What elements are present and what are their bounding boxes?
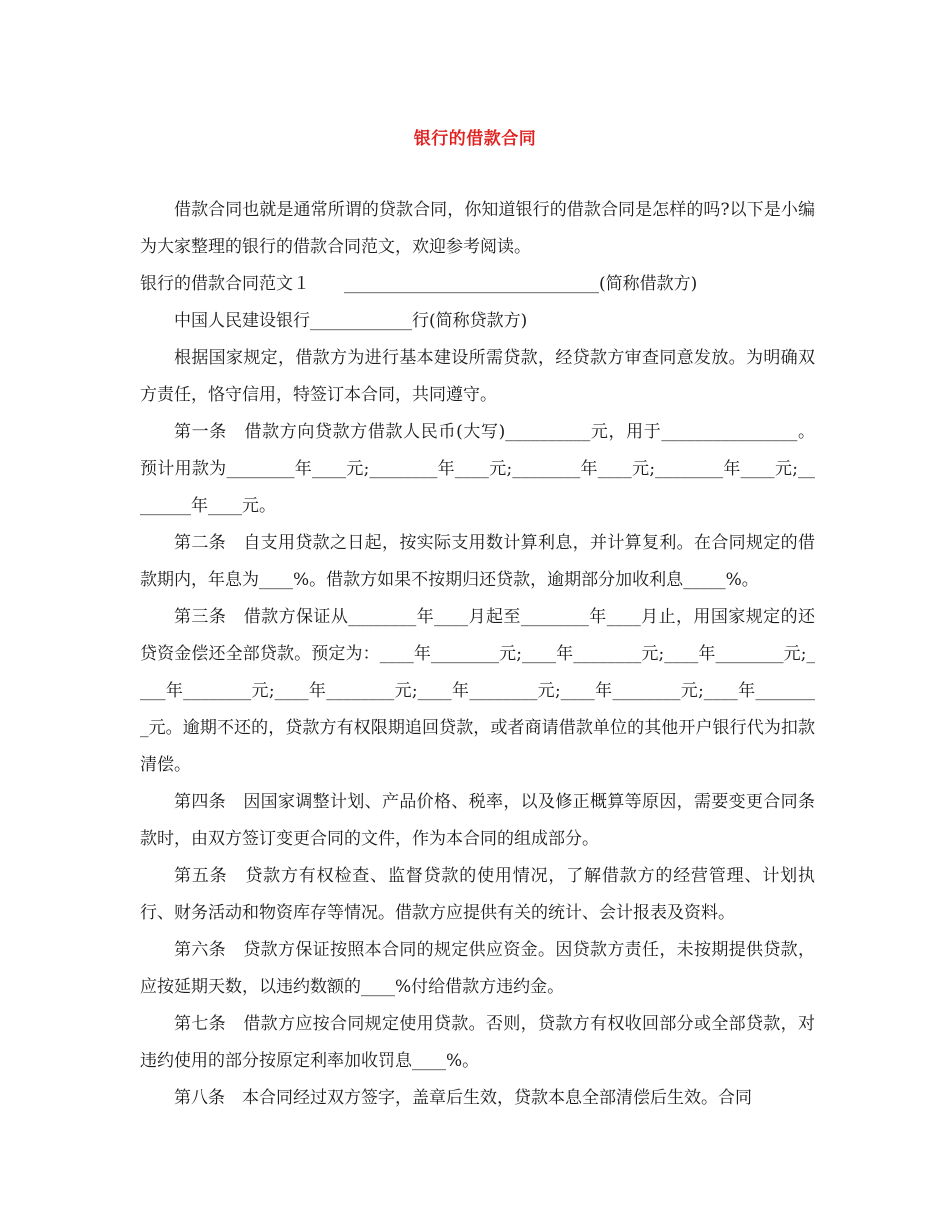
paragraph-article-2: 第二条 自支用贷款之日起，按实际支用数计算利息，并计算复利。在合同规定的借款期内，年息为____%。借款方如果不按期归还贷款，逾期部分加收利息_____%。 — [140, 533, 815, 590]
paragraph-preamble: 根据国家规定，借款方为进行基本建设所需贷款，经贷款方审查同意发放。为明确双方责任，恪守信用，特签订本合同，共同遵守。 — [140, 348, 815, 405]
paragraph-lender: 中国人民建设银行____________行(简称贷款方) — [174, 311, 528, 331]
paragraph-article-6: 第六条 贷款方保证按照本合同的规定供应资金。因贷款方责任，未按期提供贷款，应按延期天数，以违约数额的____%付给借款方违约金。 — [140, 940, 815, 997]
document-body — [140, 192, 815, 1117]
paragraph-article-5: 第五条 贷款方有权检查、监督贷款的使用情况，了解借款方的经营管理、计划执行、财务活动和物资库存等情况。借款方应提供有关的统计、会计报表及资料。 — [140, 866, 815, 923]
paragraph-intro: 借款合同也就是通常所谓的贷款合同，你知道银行的借款合同是怎样的吗?以下是小编为大家整理的银行的借款合同范文，欢迎参考阅读。 — [140, 200, 815, 257]
paragraph-article-3: 第三条 借款方保证从________年____月起至________年____月止，用国家规定的还贷资金偿还全部贷款。预定为：____年________元;____年________元;____年________元;____年________元;____年________元;____年________元;____年________元;____年________元。逾期不还的，贷款方有权限期追回贷款，或者商请借款单位的其他开户银行代为扣款清偿。 — [140, 607, 815, 775]
paragraph-sample-heading-borrower: 银行的借款合同范文１ ______________________________(简称借款方) — [140, 274, 698, 294]
paragraph-article-1: 第一条 借款方向贷款方借款人民币(大写)__________元，用于________________。预计用款为________年____元;________年____元;________年____元;________年____元;________年____元。 — [140, 422, 815, 516]
paragraph-article-7: 第七条 借款方应按合同规定使用贷款。否则，贷款方有权收回部分或全部贷款，对违约使用的部分按原定利率加收罚息____%。 — [140, 1014, 815, 1071]
document-title: 银行的借款合同 — [413, 129, 537, 149]
paragraph-article-4: 第四条 因国家调整计划、产品价格、税率，以及修正概算等原因，需要变更合同条款时，由双方签订变更合同的文件，作为本合同的组成部分。 — [140, 792, 815, 849]
paragraph-article-8: 第八条 本合同经过双方签字，盖章后生效，贷款本息全部清偿后生效。合同 — [174, 1088, 752, 1108]
